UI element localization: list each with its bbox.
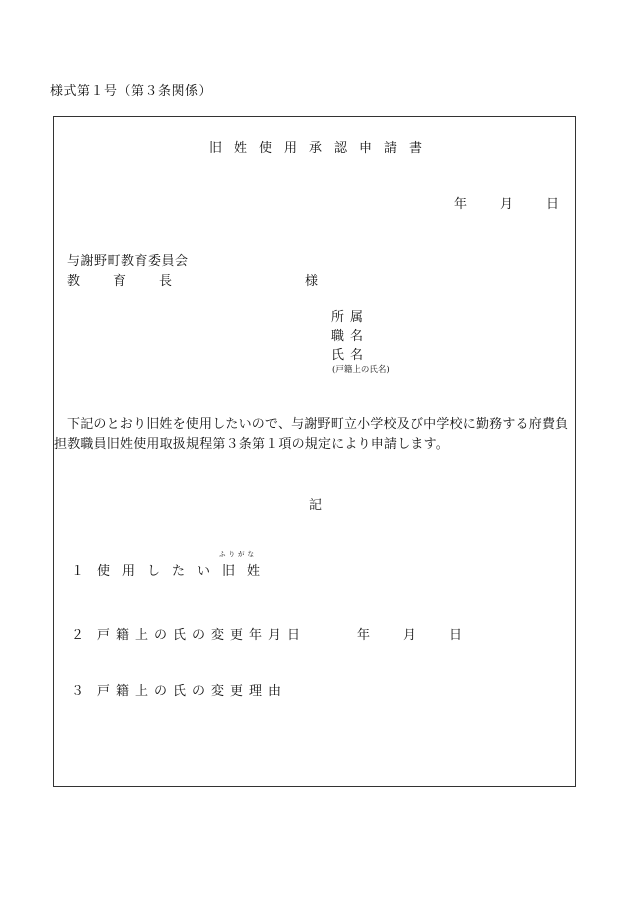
- form-title: 旧姓使用承認申請書: [208, 141, 434, 156]
- furigana-note: ふりがな: [219, 550, 258, 558]
- applicant-affiliation-label: 所 属: [331, 310, 364, 325]
- addressee-honorific: 様: [305, 274, 319, 289]
- application-statement: 下記のとおり旧姓を使用したいので、与謝野町立小学校及び中学校に勤務する府費負担教職員旧姓使用取扱規程第３条第１項の規定により申請します。: [54, 417, 569, 452]
- day-label: 日: [545, 197, 559, 212]
- surname-change-date: [357, 624, 462, 643]
- applicant-name-label: 氏 名: [331, 348, 364, 363]
- form-number: 様式第１号（第３条関係）: [50, 84, 213, 99]
- applicant-name-note: (戸籍上の氏名): [332, 365, 390, 375]
- addressee-title: [67, 270, 172, 289]
- addressee-title-char: 長: [159, 274, 173, 289]
- item-2-change-date: ２ 戸籍上の氏の変更年月日: [71, 628, 307, 643]
- application-form-frame: [53, 116, 576, 787]
- item-3-change-reason: ３ 戸籍上の氏の変更理由: [71, 684, 288, 699]
- applicant-position-label: 職 名: [331, 329, 364, 344]
- addressee-title-char: 育: [113, 274, 127, 289]
- day-label: 日: [449, 628, 463, 643]
- addressee-title-char: 教: [67, 274, 81, 289]
- month-label: 月: [499, 197, 513, 212]
- item-1-old-surname: １ 使用したい ふりがな 旧姓: [71, 550, 273, 579]
- year-label: 年: [357, 628, 371, 643]
- addressee-organization: 与謝野町教育委員会: [67, 254, 189, 269]
- ki-heading: 記: [308, 498, 322, 513]
- submission-date: [454, 193, 559, 212]
- year-label: 年: [453, 197, 467, 212]
- month-label: 月: [403, 628, 417, 643]
